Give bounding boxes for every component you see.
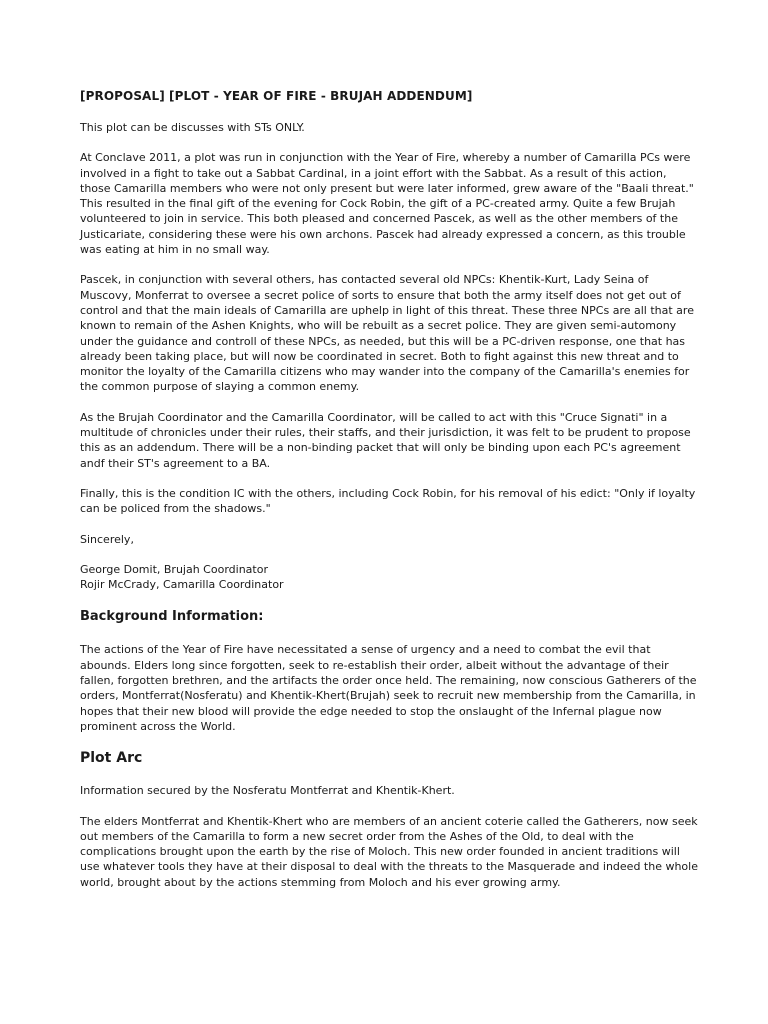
signature-block (80, 562, 700, 593)
plot-arc-lead: Information secured by the Nosferatu Montferrat and Khentik-Khert. (80, 784, 455, 798)
closing-salutation: Sincerely, (80, 532, 134, 546)
plot-arc-paragraph: The elders Montferrat and Khentik-Khert who are members of an ancient coterie called the Gatherers, now seek out members of the Camarilla to form a new secret order from the Ashes of the Old, to deal with the complications brought upon the earth by the rise of Moloch. This new order founded in ancient traditions will use whatever tools they have at their disposal to deal with the threats to the Masquerade and indeed the whole world, brought about by the actions stemming from Moloch and his ever growing army. (80, 814, 698, 889)
body-paragraph-coordinators: As the Brujah Coordinator and the Camarilla Coordinator, will be called to act with this "Cruce Signati" in a multitude of chronicles under their rules, their staffs, and their jurisdiction, it was felt to be prudent to propose this as an addendum. There will be a non-binding packet that will only be binding upon each PC's agreement andf their ST's agreement to a BA. (80, 410, 691, 470)
background-paragraph: The actions of the Year of Fire have necessitated a sense of urgency and a need to combat the evil that abounds. Elders long since forgotten, seek to re-establish their order, albeit without the advantage of their fallen, forgotten brethren, and the artifacts the order once held. The remaining, now conscious Gatherers of the orders, Montferrat(Nosferatu) and Khentik-Khert(Brujah) seek to recruit new membership from the Camarilla, in hopes that their new blood will provide the edge needed to stop the onslaught of the Infernal plague now prominent across the World. (80, 643, 697, 733)
body-paragraph-pascek: Pascek, in conjunction with several others, has contacted several old NPCs: Khentik-Kurt, Lady Seina of Muscovy, Monferrat to oversee a secret police of sorts to ensure that both the army itself does not get out of control and that the main ideals of Camarilla are uphelp in light of this threat. These three NPCs are all that are known to remain of the Ashen Knights, who will be rebuilt as a secret police. They are given semi-automony under the guidance and controll of these NPCs, as needed, but this will be a PC-driven response, one that has already been taking place, but will now be coordinated in secret. Both to fight against this new threat and to monitor the loyalty of the Camarilla citizens who may wander into the company of the Camarilla's enemies for the common purpose of slaying a common enemy. (80, 273, 694, 394)
background-heading: Background Information: (80, 609, 264, 625)
intro-paragraph: This plot can be discusses with STs ONLY. (80, 121, 305, 134)
signature-brujah-coordinator: George Domit, Brujah Coordinator (80, 562, 268, 576)
document-title: [PROPOSAL] [PLOT - YEAR OF FIRE - BRUJAH ADDENDUM] (80, 89, 473, 103)
body-paragraph-condition: Finally, this is the condition IC with the others, including Cock Robin, for his removal of his edict: "Only if loyalty can be policed from the shadows." (80, 486, 696, 516)
body-paragraph-conclave: At Conclave 2011, a plot was run in conjunction with the Year of Fire, whereby a number of Camarilla PCs were involved in a fight to take out a Sabbat Cardinal, in a joint effort with the Sabbat. As a result of this action, those Camarilla members who were not only present but were later informed, grew aware of the "Baali threat." This resulted in the final gift of the evening for Cock Robin, the gift of a PC-created army. Quite a few Brujah volunteered to join in service. This both pleased and concerned Pascek, as well as the other members of the Justicariate, considering these were his own archons. Pascek had already expressed a concern, as this trouble was eating at him in no small way. (80, 151, 694, 257)
signature-camarilla-coordinator: Rojir McCrady, Camarilla Coordinator (80, 578, 284, 592)
document-page (80, 88, 700, 905)
plot-arc-heading: Plot Arc (80, 750, 143, 767)
